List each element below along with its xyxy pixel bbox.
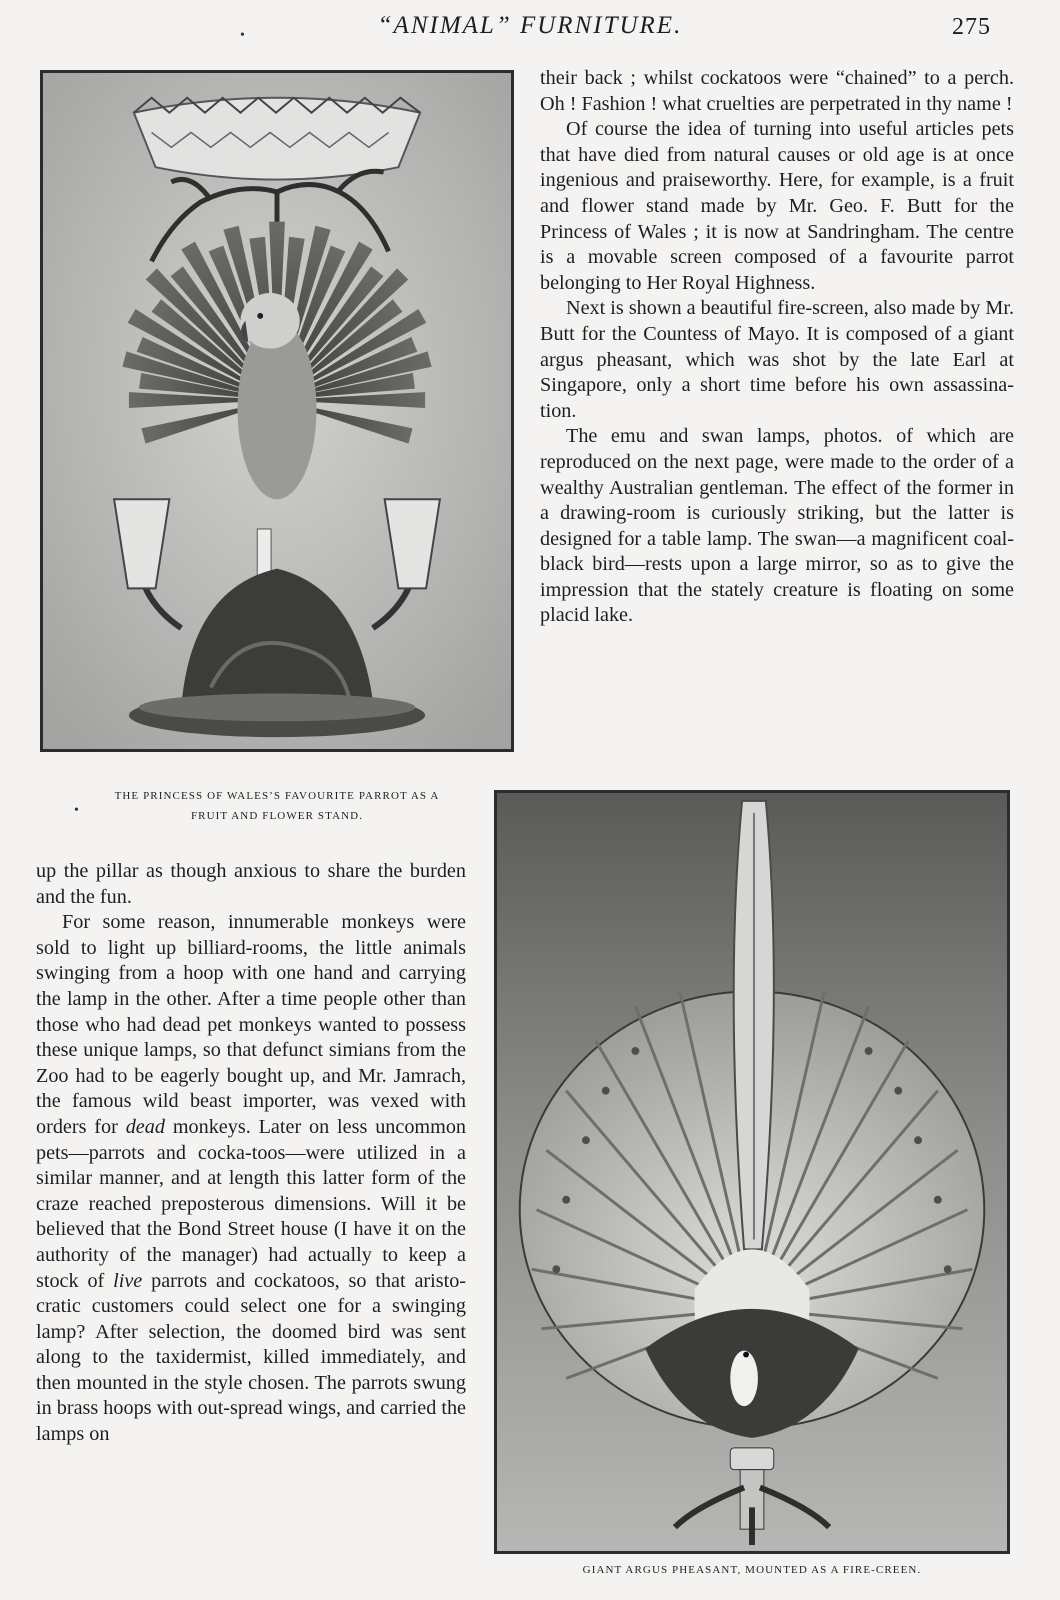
paragraph xyxy=(36,910,466,1447)
text-run: monkeys. Later on less uncommon pets—parrots and cocka-toos—were utilized in a similar manner, and at length this latter form of the craze reached preposterous dimensions. Will it be believed that the Bond Street house (I have it on the authority of the manager) had actually to keep a stock of xyxy=(36,1115,467,1292)
page-number: 275 xyxy=(952,14,991,40)
text-run: For some reason, innumerable monkeys were sold to light up billiard-rooms, the little animals swinging from a hoop with one hand and carrying the lamp in the other. After a time people other than those who had dead pet monkeys wanted to possess these unique lamps, so that defunct simians from the Zoo had to be eagerly bought up, and Mr. Jamrach, the famous wild beast importer, was vexed with orders for xyxy=(36,911,466,1138)
print-mark: • xyxy=(240,28,245,43)
emphasis: dead xyxy=(125,1115,165,1138)
parrot-stand-illustration xyxy=(43,73,511,749)
paragraph: Of course the idea of turning into useful articles pets that have died from natural causes or old age is at once ingenious and praiseworthy. Here, for example, is a fruit and flower stand made by Mr. Geo. F. Butt for the Princess of Wales ; it is now at Sandringham. The centre is a movable screen composed of a favourite parrot belonging to Her Royal Highness. xyxy=(540,118,1014,294)
print-mark: • xyxy=(74,803,79,818)
paragraph: their back ; whilst cockatoos were “chained” to a perch. Oh ! Fashion ! what cruelties are perpetrated in thy name ! xyxy=(540,67,1014,115)
paragraph: up the pillar as though anxious to share the burden and the fun. xyxy=(36,860,466,908)
right-text-column xyxy=(540,66,1014,629)
parrot-stand-caption xyxy=(40,786,514,826)
text-run: parrots and cockatoos, so that aristo-cratic customers could select one for a swinging lamp? After selection, the doomed bird was sent along to the taxidermist, killed immediately, and then mounted in the style chosen. The parrots swung in brass hoops with out-spread wings, and carried the lamps on xyxy=(36,1269,467,1446)
paragraph: Next is shown a beautiful fire-screen, also made by Mr. Butt for the Countess of Mayo. It is composed of a giant argus pheasant, which was shot by the late Earl at Singapore, only a short time before his own assassina-tion. xyxy=(540,297,1014,422)
argus-pheasant-illustration xyxy=(497,793,1007,1551)
paragraph: The emu and swan lamps, photos. of which are reproduced on the next page, were made to the order of a wealthy Australian gentleman. The effect of the former in a drawing-room is curiously striking, but the latter is designed for a table lamp. The swan—a magnificent coal-black bird—rests upon a large mirror, so as to give the impression that the stately creature is floating on some placid lake. xyxy=(540,425,1014,627)
emphasis: live xyxy=(113,1269,143,1292)
tail-feathers xyxy=(734,801,774,1249)
running-title: “ANIMAL” FURNITURE. xyxy=(377,12,683,39)
caption-line-1: THE PRINCESS OF WALES’S FAVOURITE PARROT AS A xyxy=(114,790,440,802)
argus-pheasant-plate xyxy=(494,790,1010,1554)
argus-pheasant-caption: GIANT ARGUS PHEASANT, MOUNTED AS A FIRE-CREEN. xyxy=(582,1564,922,1576)
parrot-stand-plate xyxy=(40,70,514,752)
caption-line-2: FRUIT AND FLOWER STAND. xyxy=(190,810,364,822)
left-text-column xyxy=(36,859,466,1448)
glass-bowl xyxy=(134,98,420,180)
